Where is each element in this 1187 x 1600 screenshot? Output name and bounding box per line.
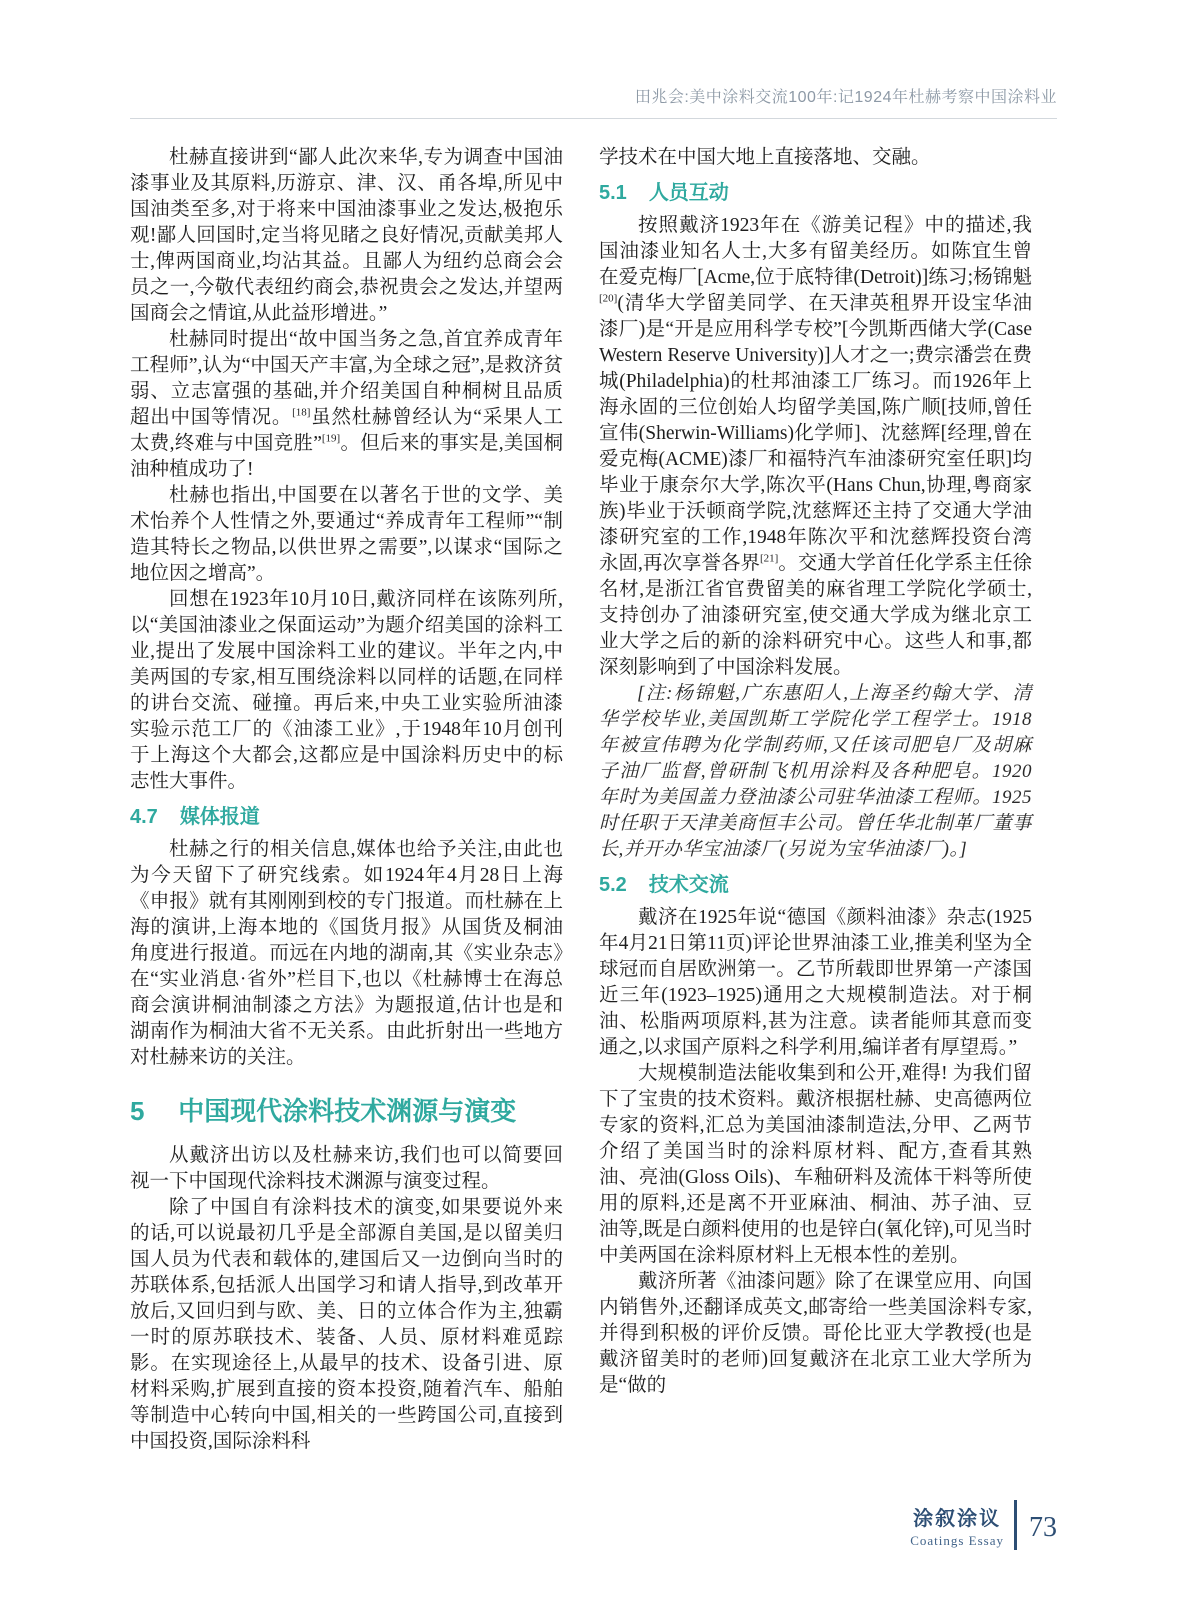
page-footer xyxy=(910,1500,1057,1550)
section-heading xyxy=(130,1095,563,1127)
body-paragraph: 戴济所著《油漆问题》除了在课堂应用、向国内销售外,还翻译成英文,邮寄给一些美国涂料专家,并得到积极的评价反馈。哥伦比亚大学教授(也是戴济留美时的老师)回复戴济在北京工业大学所为是“做的 xyxy=(599,1271,1032,1396)
subsection-heading xyxy=(599,180,1032,206)
heading-title: 媒体报道 xyxy=(179,806,260,828)
body-paragraph: 从戴济出访以及杜赫来访,我们也可以简要回视一下中国现代涂料技术渊源与演变过程。 xyxy=(130,1145,563,1192)
body-paragraph: 戴济在1925年说“德国《颜料油漆》杂志(1925年4月21日第11页)评论世界油漆工业,推美利坚为全球冠而自居欧洲第一。乙节所载即世界第一产漆国近三年(1923–1925)通用之大规模制造法。对于桐油、松脂两项原料,甚为注意。读者能师其意而变通之,以求国产原料之科学利用,编详者有厚望焉。” xyxy=(599,907,1032,1058)
heading-number: 5 xyxy=(130,1096,145,1126)
footer-divider-bar xyxy=(1014,1500,1017,1550)
citation-reference: [20] xyxy=(599,292,618,305)
heading-number: 5.1 xyxy=(599,182,627,204)
body-paragraph: 除了中国自有涂料技术的演变,如果要说外来的话,可以说最初几乎是全部源自美国,是以留美归国人员为代表和载体的,建国后又一边倒向当时的苏联体系,包括派人出国学习和请人指导,到改革开放后,又回归到与欧、美、日的立体合作为主,独霸一时的原苏联技术、装备、人员、原材料难觅踪影。在实现途径上,从最早的技术、设备引进、原材料采购,扩展到直接的资本投资,随着汽车、船舶等制造中心转向中国,相关的一些跨国公司,直接到中国投资,国际涂料科 xyxy=(130,1197,563,1452)
citation-reference: [18] xyxy=(292,406,311,419)
body-paragraph: 回想在1923年10月10日,戴济同样在该陈列所,以“美国油漆业之保面运动”为题介绍美国的涂料工业,提出了发展中国涂料工业的建议。半年之内,中美两国的专家,相互围绕涂料以同样的话题,在同样的讲台交流、碰撞。再后来,中央工业实验所油漆实验示范工厂的《油漆工业》,于1948年10月创刊于上海这个大都会,这都应是中国涂料历史中的标志性大事件。 xyxy=(130,589,563,792)
editor-note-paragraph: [注:杨锦魁,广东惠阳人,上海圣约翰大学、清华学校毕业,美国凯斯工学院化学工程学士。1918年被宣伟聘为化学制药师,又任该司肥皂厂及胡麻子油厂监督,曾研制飞机用涂料及各种肥皂。1920年时为美国盖力登油漆公司驻华油漆工程师。1925时任职于天津美商恒丰公司。曾任华北制革厂董事长,并开办华宝油漆厂(另说为宝华油漆厂)。] xyxy=(599,683,1032,860)
page-number: 73 xyxy=(1029,1512,1057,1543)
heading-title: 中国现代涂料技术渊源与演变 xyxy=(178,1096,517,1126)
citation-reference: [19] xyxy=(321,432,341,445)
right-column xyxy=(599,145,1032,1455)
citation-reference: [21] xyxy=(759,552,779,565)
body-paragraph: 杜赫直接讲到“鄙人此次来华,专为调查中国油漆事业及其原料,历游京、津、汉、甬各埠,所见中国油类至多,对于将来中国油漆事业之发达,极抱乐观!鄙人回国时,定当将见睹之良好情况,贡献美邦人士,俾两国商业,均沾其益。且鄙人为纽约总商会会员之一,今敬代表纽约商会,恭祝贵会之发达,并望两国商会之情谊,从此益形增进。” xyxy=(130,147,563,324)
subsection-heading xyxy=(130,804,563,830)
rubric-chinese: 涂叙涂议 xyxy=(913,1507,1002,1530)
heading-title: 技术交流 xyxy=(648,874,729,896)
body-paragraph: 杜赫也指出,中国要在以著名于世的文学、美术怡养个人性情之外,要通过“养成青年工程师”“制造其特长之物品,以供世界之需要”,以谋求“国际之地位因之增高”。 xyxy=(130,485,563,584)
left-column xyxy=(130,145,563,1455)
column-rubric xyxy=(910,1502,1004,1549)
heading-title: 人员互动 xyxy=(648,182,729,204)
body-paragraph: 杜赫之行的相关信息,媒体也给予关注,由此也为今天留下了研究线索。如1924年4月28日上海《申报》就有其刚刚到校的专门报道。而杜赫在上海的演讲,上海本地的《国货月报》从国货及桐油角度进行报道。而远在内地的湖南,其《实业杂志》在“实业消息·省外”栏目下,也以《杜赫博士在海总商会演讲桐油制漆之方法》为题报道,估计也是和湖南作为桐油大省不无关系。由此折射出一些地方对杜赫来访的关注。 xyxy=(130,839,563,1068)
running-head: 田兆会:美中涂料交流100年:记1924年杜赫考察中国涂料业 xyxy=(130,84,1057,119)
two-column-body xyxy=(130,145,1057,1455)
body-paragraph: 杜赫同时提出“故中国当务之急,首宜养成青年工程师”,认为“中国天产丰富,为全球之冠”,是救济贫弱、立志富强的基础,并介绍美国自种桐树且品质超出中国等情况。[18]虽然杜赫曾经认为“采果人工太费,终难与中国竞胜”[19]。但后来的事实是,美国桐油种植成功了! xyxy=(130,329,563,480)
subsection-heading xyxy=(599,872,1032,898)
body-paragraph: 大规模制造法能收集到和公开,难得! 为我们留下了宝贵的技术资料。戴济根据杜赫、史高德两位专家的资料,汇总为美国油漆制造法,分甲、乙两节介绍了美国当时的涂料原材料、配方,查看其熟油、亮油(Gloss Oils)、车釉研料及流体干料等所使用的原料,还是离不开亚麻油、桐油、苏子油、豆油等,既是白颜料使用的也是锌白(氧化锌),可见当时中美两国在涂料原材料上无根本性的差别。 xyxy=(599,1063,1032,1266)
body-paragraph: 学技术在中国大地上直接落地、交融。 xyxy=(599,147,931,168)
heading-number: 5.2 xyxy=(599,874,627,896)
rubric-english: Coatings Essay xyxy=(910,1532,1004,1548)
body-paragraph: 按照戴济1923年在《游美记程》中的描述,我国油漆业知名人士,大多有留美经历。如陈宜生曾在爱克梅厂[Acme,位于底特律(Detroit)]练习;杨锦魁[20](清华大学留美同学、在天津英租界开设宝华油漆厂)是“开是应用科学专校”[今凯斯西储大学(Case Western Reserve University)]人才之一;费宗潘尝在费城(Philadelphia)的杜邦油漆工厂练习。而1926年上海永固的三位创始人均留学美国,陈广顺[技师,曾任宣伟(Sherwin-Williams)化学师]、沈慈辉[经理,曾在爱克梅(ACME)漆厂和福特汽车油漆研究室任职]均毕业于康奈尔大学,陈次平(Hans Chun,协理,粤商家族)毕业于沃顿商学院,沈慈辉还主持了交通大学油漆研究室的工作,1948年陈次平和沈慈辉投资台湾永固,再次享誉各界[21]。交通大学首任化学系主任徐名材,是浙江省官费留美的麻省理工学院化学硕士,支持创办了油漆研究室,使交通大学成为继北京工业大学之后的新的涂料研究中心。这些人和事,都深刻影响到了中国涂料发展。 xyxy=(599,215,1032,678)
heading-number: 4.7 xyxy=(130,806,158,828)
